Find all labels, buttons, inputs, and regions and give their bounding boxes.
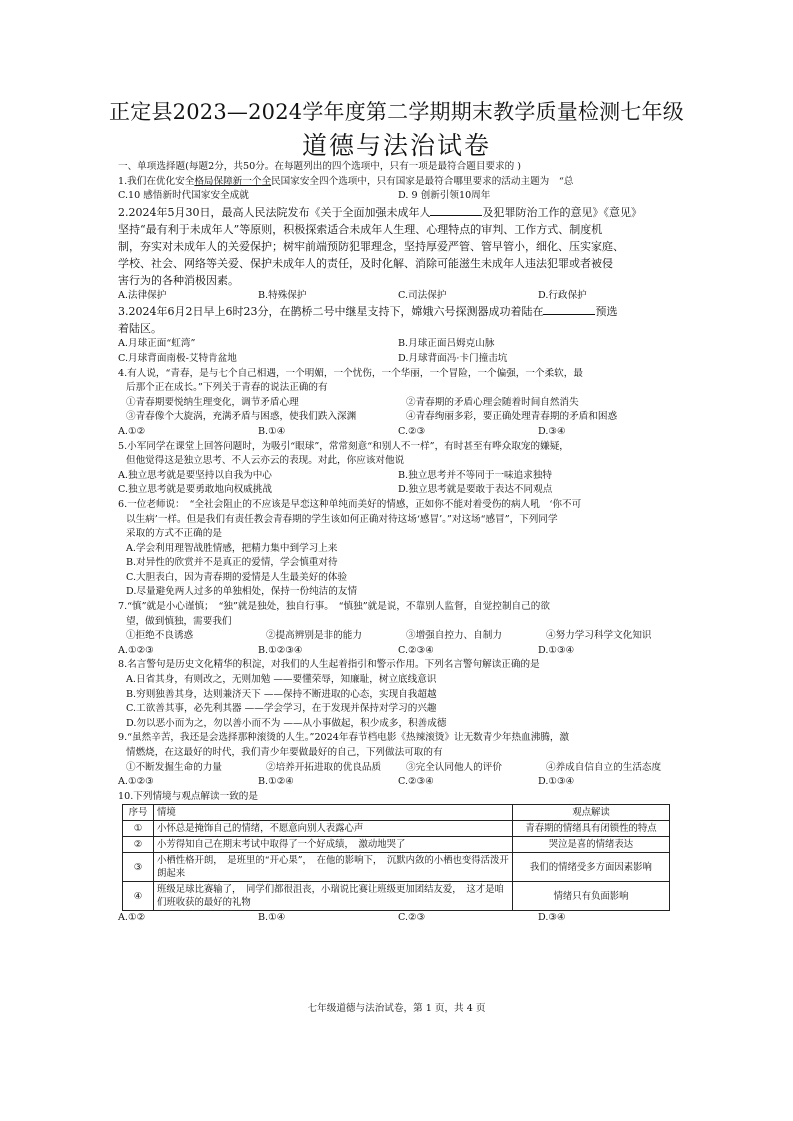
q4-option-a[interactable]: A.①② bbox=[118, 425, 146, 437]
q8-option-c[interactable]: C.工欲善其事，必先利其器 ——学会学习，在于发现并保持对学习的兴趣 bbox=[126, 703, 437, 715]
q5-line: 但他觉得这是独立思考、不人云亦云的表现。对此，你应该对他说 bbox=[126, 455, 405, 467]
q1-option-c[interactable]: C.10 感悟新时代国家安全成就 bbox=[118, 190, 249, 202]
exam-title-line2: 道德与法治试卷 bbox=[301, 131, 491, 160]
q10-option-c[interactable]: C.②③ bbox=[398, 912, 426, 924]
exam-title-line1: 正定县2023—2024学年度第二学期期末教学质量检测七年级 bbox=[109, 100, 684, 124]
question-9 bbox=[118, 731, 678, 789]
q2-line: 坚持“最有利于未成年人”等原则，积极探索适合未成年人生理、心理特点的审判、工作方式、制度机 bbox=[118, 222, 603, 236]
q7-item: ①拒绝不良诱惑 bbox=[126, 630, 194, 642]
q4-item: ①青春期要悦纳生理变化，调节矛盾心理 bbox=[126, 396, 299, 408]
q8-option-b[interactable]: B.穷则独善其身，达则兼济天下 ——保持不断进取的心态，实现自我超越 bbox=[126, 688, 437, 700]
table-row bbox=[123, 882, 670, 911]
q4-option-c[interactable]: C.②③ bbox=[398, 425, 426, 437]
q9-items bbox=[118, 761, 686, 776]
page-footer: 七年级道德与法治试卷，第 1 页，共 4 页 bbox=[307, 1003, 486, 1014]
q9-item: ③完全认同他人的评价 bbox=[406, 761, 502, 773]
q5-options bbox=[118, 469, 678, 484]
q10-option-a[interactable]: A.①② bbox=[118, 912, 146, 924]
q6-option-b[interactable]: B.对异性的欣赏并不是真正的爱情，学会慎重对待 bbox=[126, 557, 338, 569]
q3-line: 着陆区。 bbox=[118, 322, 162, 336]
table-cell: ① bbox=[123, 821, 154, 837]
question-7 bbox=[118, 600, 678, 658]
table-cell: 小怀总是掩饰自己的情绪，不愿意向别人表露心声 bbox=[154, 821, 513, 837]
q4-items bbox=[118, 410, 686, 425]
q3-option-c[interactable]: C.月球背面南极-艾特肯盆地 bbox=[118, 352, 237, 364]
q8-option-a[interactable]: A.日省其身，有则改之，无则加勉 ——要懂荣辱，知廉耻，树立底线意识 bbox=[126, 674, 437, 686]
q5-option-c[interactable]: C.独立思考就是要勇敢地向权威挑战 bbox=[118, 484, 272, 496]
q8-option-d[interactable]: D.勿以恶小而为之，勿以善小而不为 ——从小事做起，积少成多，积善成德 bbox=[126, 717, 447, 729]
q7-line: 望，做到慎独，需要我们 bbox=[126, 615, 232, 627]
q7-items bbox=[118, 629, 686, 644]
q7-line: 7.“慎”就是小心谨慎； “独”就是独处，独自行事。 “慎独”就是说，不靠别人监督，自觉控制自己的欲 bbox=[118, 601, 550, 613]
q9-item: ②培养开拓进取的优良品质 bbox=[266, 761, 382, 773]
q7-option-b[interactable]: B.①②③④ bbox=[258, 644, 303, 656]
q6-option-c[interactable]: C.大胆表白，因为青春期的爱情是人生最美好的体验 bbox=[126, 571, 348, 583]
table-header-cell: 序号 bbox=[123, 805, 154, 821]
question-1 bbox=[118, 175, 678, 204]
q5-options bbox=[118, 483, 678, 498]
q2-options bbox=[118, 289, 678, 304]
section-heading: 一、单项选择题(每题2分，共50分。在每题列出的四个选项中，只有一项是最符合题目要求的 ) bbox=[118, 161, 522, 172]
q10-options bbox=[118, 911, 678, 926]
table-row bbox=[123, 821, 670, 837]
q9-option-a[interactable]: A.①②③ bbox=[118, 776, 154, 788]
q9-option-d[interactable]: D.①③④ bbox=[538, 776, 575, 788]
q4-line: 4.有人说，“青春，是与七个自己相遇，一个明媚，一个忧伤，一个华丽，一个冒险，一个偏强，一个柔软，最 bbox=[118, 367, 583, 379]
q4-item: ②青春期的矛盾心理会随着时间自然消失 bbox=[406, 396, 579, 408]
q2-option-a[interactable]: A.法律保护 bbox=[118, 289, 167, 301]
table-header-row bbox=[123, 805, 670, 821]
table-row bbox=[123, 837, 670, 853]
q2-line: 学校、社会、网络等关爱、保护未成年人的责任，及时化解、消除可能滋生未成年人违法犯罪或者被侵 bbox=[118, 256, 613, 270]
q5-option-a[interactable]: A.独立思考就是要坚持以自我为中心 bbox=[118, 469, 272, 481]
q5-option-b[interactable]: B.独立思考并不等同于一味追求独特 bbox=[398, 469, 553, 481]
q1-stem-a: 1.我们在优化安全 bbox=[118, 175, 195, 187]
table-cell: 青春期的情绪具有闭锁性的特点 bbox=[513, 821, 670, 837]
table-header-cell: 观点解读 bbox=[513, 805, 670, 821]
q4-option-b[interactable]: B.①④ bbox=[258, 425, 286, 437]
q2-option-c[interactable]: C.司法保护 bbox=[398, 289, 447, 301]
q9-option-b[interactable]: B.①②④ bbox=[258, 776, 294, 788]
q1-stem-underlined: 格局保障新一个全 bbox=[194, 175, 272, 187]
q9-line: 情燃烧，在这最好的时代，我们青少年要做最好的自己，下列做法可取的有 bbox=[126, 747, 443, 758]
q3-option-b[interactable]: B.月球正面吕姆克山脉 bbox=[398, 338, 495, 350]
q6-line: 采取的方式不正确的是 bbox=[126, 528, 222, 540]
q3-line: 3.2024年6月2日早上6时23分，在鹊桥二号中继星支持下，嫦娥六号探测器成功着陆在 bbox=[118, 305, 544, 319]
q4-item: ③青春像个大旋涡，充满矛盾与困惑，使我们跌入深渊 bbox=[126, 411, 357, 423]
table-cell: 小栖性格开朗， 是班里的“开心果”， 在他的影响下， 沉默内敛的小栖也变得活泼开朗起来 bbox=[154, 853, 513, 882]
q7-item: ②提高辨别是非的能力 bbox=[266, 630, 362, 642]
table-cell: ④ bbox=[123, 882, 154, 911]
q3-line: 预选 bbox=[595, 305, 618, 319]
table-header-cell: 情境 bbox=[154, 805, 513, 821]
q9-item: ④养成自信自立的生活态度 bbox=[546, 761, 662, 773]
q2-option-d[interactable]: D.行政保护 bbox=[538, 289, 587, 301]
q2-line: 2.2024年5月30日，最高人民法院发布《关于全面加强未成年人 bbox=[118, 205, 431, 219]
q10-stem: 10.下列情境与观点解读一致的是 bbox=[118, 790, 258, 802]
question-3 bbox=[118, 303, 678, 366]
q4-item: ④青春绚丽多彩，要正确处理青春期的矛盾和困惑 bbox=[406, 411, 618, 423]
table-cell: 小芳得知自己在期末考试中取得了一个好成绩， 激动地哭了 bbox=[154, 837, 513, 853]
question-4 bbox=[118, 367, 678, 440]
q3-option-d[interactable]: D.月球背面冯·卡门撞击坑 bbox=[398, 352, 508, 364]
q7-option-a[interactable]: A.①②③ bbox=[118, 644, 154, 656]
q9-options bbox=[118, 775, 678, 790]
q5-line: 5.小军同学在课堂上回答问题时，为吸引“眼球”，常常刻意“和别人不一样”，有时甚至有哗众取宠的嫌疑， bbox=[118, 440, 569, 452]
question-10 bbox=[118, 790, 678, 926]
q4-options bbox=[118, 425, 678, 440]
question-8 bbox=[118, 658, 678, 731]
q1-option-d[interactable]: D. 9 创新引领10周年 bbox=[398, 190, 491, 202]
q7-option-d[interactable]: D.①③④ bbox=[538, 644, 575, 656]
q2-line: 及犯罪防治工作的意见》《意见》 bbox=[482, 205, 642, 219]
q10-table bbox=[122, 804, 670, 911]
q9-item: ①不断发掘生命的力量 bbox=[126, 761, 222, 773]
table-cell: ③ bbox=[123, 853, 154, 882]
q7-item: ③增强自控力、自制力 bbox=[406, 630, 502, 642]
q2-option-b[interactable]: B.特殊保护 bbox=[258, 289, 307, 301]
q7-options bbox=[118, 644, 678, 659]
q3-option-a[interactable]: A.月球正面“虹湾” bbox=[118, 338, 196, 350]
question-5 bbox=[118, 440, 678, 498]
q7-option-c[interactable]: C.②③④ bbox=[398, 644, 434, 656]
q4-items bbox=[118, 396, 686, 411]
table-row bbox=[123, 853, 670, 882]
table-cell: 哭泣是喜的情绪表达 bbox=[513, 837, 670, 853]
q9-line: 9.“虽然辛苦，我还是会选择那种滚烫的人生。”2024年春节档电影《热辣滚烫》让无数青少年热血沸腾，激 bbox=[118, 732, 570, 744]
table-cell: ② bbox=[123, 837, 154, 853]
q4-line: 后那个正在成长。”下列关于青春的说法正确的有 bbox=[126, 382, 328, 394]
q6-option-a[interactable]: A.学会利用理智战胜情感，把精力集中到学习上来 bbox=[126, 542, 338, 554]
q6-line: 以生病’一样。但是我们有责任教会青春期的学生该如何正确对待这场‘感冒’。”对这场“感冒”，下列同学 bbox=[126, 513, 558, 525]
q3-options bbox=[118, 352, 678, 367]
q6-option-d[interactable]: D.尽量避免两人过多的单独相处，保持一份纯洁的友情 bbox=[126, 586, 358, 598]
table-cell: 情绪只有负面影响 bbox=[513, 882, 670, 911]
q4-option-d[interactable]: D.③④ bbox=[538, 425, 566, 437]
table-cell: 班级足球比赛输了， 同学们都很沮丧，小瑞说比赛让班级更加团结友爱， 这才是咱们班收获的最好的礼物 bbox=[154, 882, 513, 911]
q5-option-d[interactable]: D.独立思考就是要敢于表达不同观点 bbox=[398, 484, 553, 496]
q2-line: 害行为的各种消极因素。 bbox=[118, 273, 239, 287]
q10-option-d[interactable]: D.③④ bbox=[538, 912, 566, 924]
q9-option-c[interactable]: C.②③④ bbox=[398, 776, 434, 788]
q7-item: ④努力学习科学文化知识 bbox=[546, 630, 652, 642]
table-cell: 我们的情绪受多方面因素影响 bbox=[513, 853, 670, 882]
question-2 bbox=[118, 204, 678, 304]
q2-blank bbox=[430, 205, 482, 216]
q8-line: 8.名言警句是历史文化精华的积淀，对我们的人生起着指引和警示作用。下列名言警句解读正确的是 bbox=[118, 659, 540, 671]
question-6 bbox=[118, 498, 678, 600]
q1-options bbox=[118, 189, 678, 204]
q10-option-b[interactable]: B.①④ bbox=[258, 912, 286, 924]
q2-line: 制，夯实对未成年人的关爱保护；树牢前端预防犯罪理念，坚持厚爱严管、管早管小，细化、压实家庭、 bbox=[118, 239, 624, 253]
q1-stem-b: 民国家安全四个选项中，只有国家是最符合哪里要求的活动主题为 “总 bbox=[271, 175, 574, 187]
exam-content bbox=[118, 160, 678, 926]
q3-options bbox=[118, 337, 678, 352]
q3-blank bbox=[543, 304, 595, 315]
q6-line: 6.一位老师说： “全社会阻止的不应该是早恋这种单纯而美好的情感，正如你不能对着受伤的病人吼 ‘你不可 bbox=[118, 498, 582, 510]
